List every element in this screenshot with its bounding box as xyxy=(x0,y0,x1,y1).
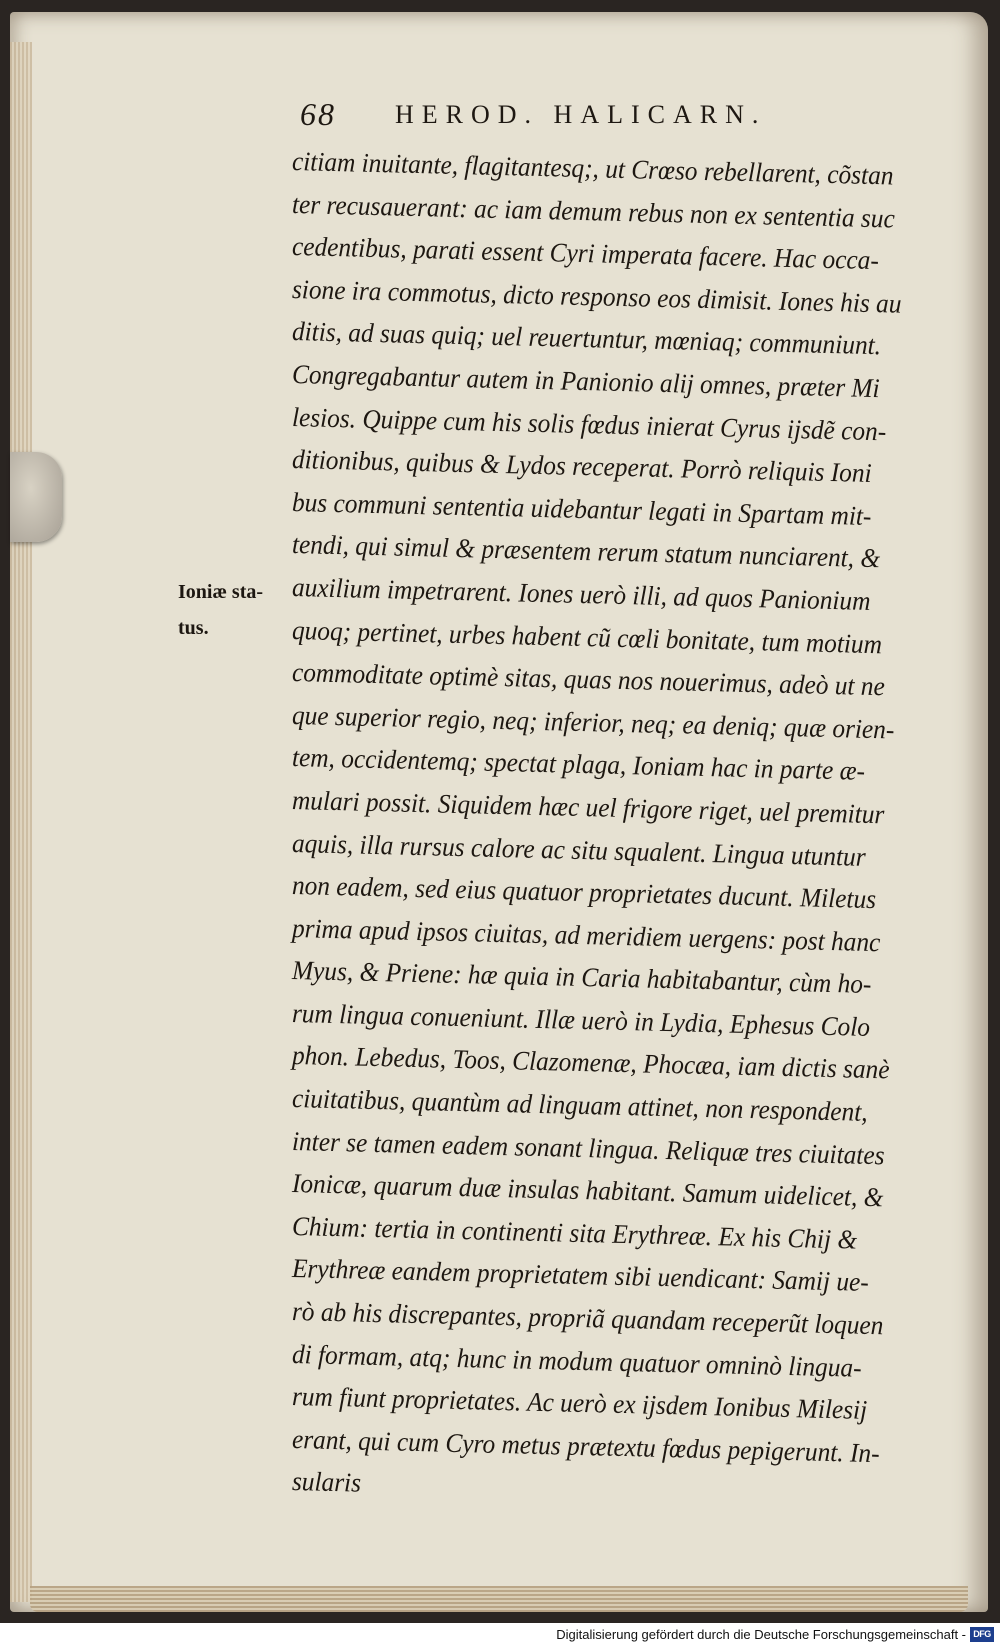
text-line: citiam inuitante, flagitantesq;, ut Crœso rebellarent, cõstan xyxy=(291,146,894,191)
text-line: ditionibus, quibus & Lydos receperat. Porrò reliquis Ioni xyxy=(291,444,872,489)
text-line: Congregabantur autem in Panionio alij omnes, præter Mi xyxy=(291,358,880,404)
text-line: sularis xyxy=(291,1466,362,1499)
margin-note-line: Ioniæ sta- xyxy=(178,581,264,603)
text-line: quoq; pertinet, urbes habent cũ cœli bonitate, tum motium xyxy=(291,614,883,659)
text-line: lesios. Quippe cum his solis fœdus inierat Cyrus ijsdẽ con- xyxy=(291,401,887,446)
text-line: ter recusauerant: ac iam demum rebus non ex sententia suc xyxy=(291,188,896,234)
text-line: bus communi sententia uidebantur legati in Spartam mit- xyxy=(291,486,872,531)
text-line: Erythreæ eandem proprietatem sibi uendicant: Samij ue- xyxy=(291,1253,870,1298)
page-title: HEROD. HALICARN. xyxy=(395,100,767,129)
margin-note-line: tus. xyxy=(178,617,209,639)
page-bottom-edge xyxy=(30,1586,968,1612)
text-line: tendi, qui simul & præsentem rerum statum nunciarent, & xyxy=(291,529,881,574)
text-line: erant, qui cum Cyro metus prætextu fœdus pepigerunt. In- xyxy=(291,1423,880,1469)
footer-bar xyxy=(0,1623,1000,1647)
page-edges xyxy=(10,42,32,1602)
text-line: di formam, atq; hunc in modum quatuor omninò lingua- xyxy=(291,1338,862,1383)
dfg-logo: DFG xyxy=(970,1627,994,1642)
text-line: que superior regio, neq; inferior, neq; ea deniq; quæ orien- xyxy=(291,699,895,745)
page-tab-marker xyxy=(10,452,62,542)
text-line: Ionicæ, quarum duæ insulas habitant. Samum uidelicet, & xyxy=(291,1168,884,1213)
text-line: mulari possit. Siquidem hæc uel frigore riget, uel premitur xyxy=(291,784,885,830)
text-line: commoditate optimè sitas, quas nos nouerimus, adeò ut ne xyxy=(291,657,886,702)
text-line: inter se tamen eadem sonant lingua. Reliquæ tres ciuitates xyxy=(291,1125,885,1170)
text-line: non eadem, sed eius quatuor proprietates ducunt. Miletus xyxy=(291,870,877,915)
text-line: Myus, & Priene: hæ quia in Caria habitabantur, cùm ho- xyxy=(291,955,872,1000)
text-line: tem, occidentemq; spectat plaga, Ioniam hac in parte æ- xyxy=(291,742,866,787)
page-number: 68 xyxy=(300,96,336,132)
text-line: sione ira commotus, dicto responso eos dimisit. Iones his au xyxy=(291,273,902,319)
text-line: Chium: tertia in continenti sita Erythreæ. Ex his Chij & xyxy=(291,1210,858,1255)
text-line: ditis, ad suas quiq; uel reuertuntur, mœniaq; communiunt. xyxy=(291,316,882,361)
text-line: rum fiunt proprietates. Ac uerò ex ijsdem Ionibus Milesij xyxy=(291,1381,868,1426)
text-line: ciuitatibus, quantùm ad linguam attinet, non respondent, xyxy=(291,1083,869,1127)
running-head xyxy=(300,96,900,136)
text-line: prima apud ipsos ciuitas, ad meridiem uergens: post hanc xyxy=(291,912,881,957)
text-line: cedentibus, parati essent Cyri imperata facere. Hac occa- xyxy=(291,231,880,276)
body-text xyxy=(292,140,952,1503)
footer-credit: Digitalisierung gefördert durch die Deutsche Forschungsgemeinschaft - xyxy=(556,1627,966,1642)
text-line: aquis, illa rursus calore ac situ squalent. Lingua utuntur xyxy=(291,827,866,872)
text-line: rum lingua conueniunt. Illæ uerò in Lydia, Ephesus Colo xyxy=(291,997,871,1042)
text-line: auxilium impetrarent. Iones uerò illi, ad quos Panionium xyxy=(291,571,871,616)
text-line: rò ab his discrepantes, propriã quandam receperũt loquen xyxy=(291,1296,884,1341)
margin-note xyxy=(178,574,288,646)
text-line: phon. Lebedus, Toos, Clazomenæ, Phocæa, iam dictis sanè xyxy=(291,1040,890,1085)
book-page xyxy=(10,12,988,1612)
